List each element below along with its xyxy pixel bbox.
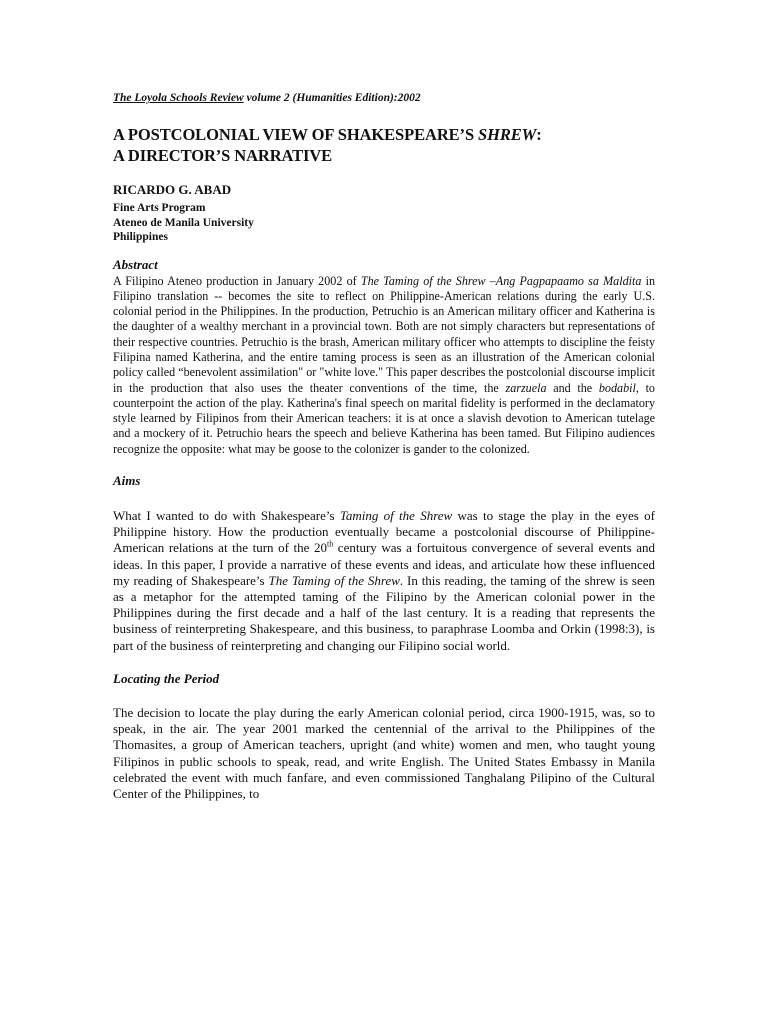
affiliation-university: Ateneo de Manila University [113, 216, 254, 229]
title-line2: A DIRECTOR’S NARRATIVE [113, 146, 333, 165]
abstract-heading: Abstract [113, 256, 158, 272]
title-line1-italic: SHREW [478, 125, 537, 144]
aims-text-part: century was a fortuitous convergence of several events and ideas. In this paper, I provide a narrative of these events and ideas, and articulate how these influenced my reading of Shakespeare’s [113, 540, 655, 588]
abstract-text-part: A Filipino Ateneo production in January 2002 of [113, 273, 361, 288]
abstract-text [113, 274, 655, 458]
locating-heading: Locating the Period [113, 670, 220, 686]
aims-text-part: . In this reading, the taming of the shrew is seen as a metaphor for the attempted taming of the Filipino by the American colonial power in the Philippines during the first decade and a half of the last century. It is a reading that represents the business of reinterpreting Shakespeare, and this business, to paraphrase Loomba and Orkin (1998:3), is part of the business of reinterpreting and changing our Filipino social world. [113, 572, 656, 653]
aims-play-title: The Taming of the Shrew [268, 572, 400, 588]
abstract-term-bodabil: bodabil [598, 380, 636, 395]
aims-play-title: Taming of the Shrew [339, 508, 453, 524]
aims-heading: Aims [113, 473, 141, 489]
author-name: RICARDO G. ABAD [113, 182, 232, 197]
abstract-text-part: , to counterpoint the action of the play. Katherina's final speech on marital fidelity is performed in the declamatory style learned by Filipinos from their American teachers: it is at once a slavish devotion to American tutelage and a mockery of it. Petruchio hears the speech and believe Katherina has been tamed. But Filipino audiences recognize the opposite: what may be goose to the colonizer is gander to the colonized. [113, 380, 655, 456]
aims-superscript: th [326, 540, 334, 550]
abstract-text-part: and the [546, 380, 599, 395]
author-affiliation [113, 201, 655, 245]
locating-paragraph: The decision to locate the play during the early American colonial period, circa 1900-1915, was, so to speak, in the air. The year 2001 marked the centennial of the arrival to the Philippines of the Thomasites, a group of American teachers, upright (and white) women and men, who taught young Filipinos in public schools to speak, read, and write English. The United States Embassy in Manila celebrated the event with much fanfare, and even commissioned Tanghalang Pilipino of the Cultural Center of the Philippines, to [113, 704, 655, 801]
abstract-play-title: The Taming of the Shrew –Ang Pagpapaamo sa Maldita [360, 273, 642, 288]
title-line1-colon: : [536, 125, 542, 144]
title-line1-text: A POSTCOLONIAL VIEW OF SHAKESPEARE’S [113, 125, 479, 144]
aims-text-part: What I wanted to do with Shakespeare’s [113, 508, 340, 524]
affiliation-program: Fine Arts Program [113, 202, 206, 214]
document-page [113, 92, 655, 802]
journal-volume: volume 2 (Humanities Edition):2002 [243, 92, 421, 104]
journal-name: The Loyola Schools Review [113, 92, 244, 104]
abstract-term-zarzuela: zarzuela [505, 380, 547, 395]
abstract-text-part: in Filipino translation -- becomes the site to reflect on Philippine-American relations during the early U.S. colonial period in the Philippines. In the production, Petruchio is an American military officer and Katherina is the daughter of a wealthy merchant in a provincial town. Both are not simply characters but representations of their respective countries. Petruchio is the brash, American military officer who attempts to discipline the feisty Filipina named Katherina, and the entire taming process is seen as an illustration of the American colonial policy called “benevolent assimilation" or "white love." This paper describes the postcolonial discourse implicit in the production that also uses the theater conventions of the time, the [113, 273, 656, 395]
journal-header [113, 92, 655, 104]
aims-text-part: was to stage the play in the eyes of Philippine history. How the production eventually became a postcolonial discourse of Philippine-American relations at the turn of the 20 [113, 508, 655, 556]
aims-paragraph [113, 508, 655, 654]
affiliation-country: Philippines [113, 231, 168, 243]
paper-title [113, 124, 655, 166]
